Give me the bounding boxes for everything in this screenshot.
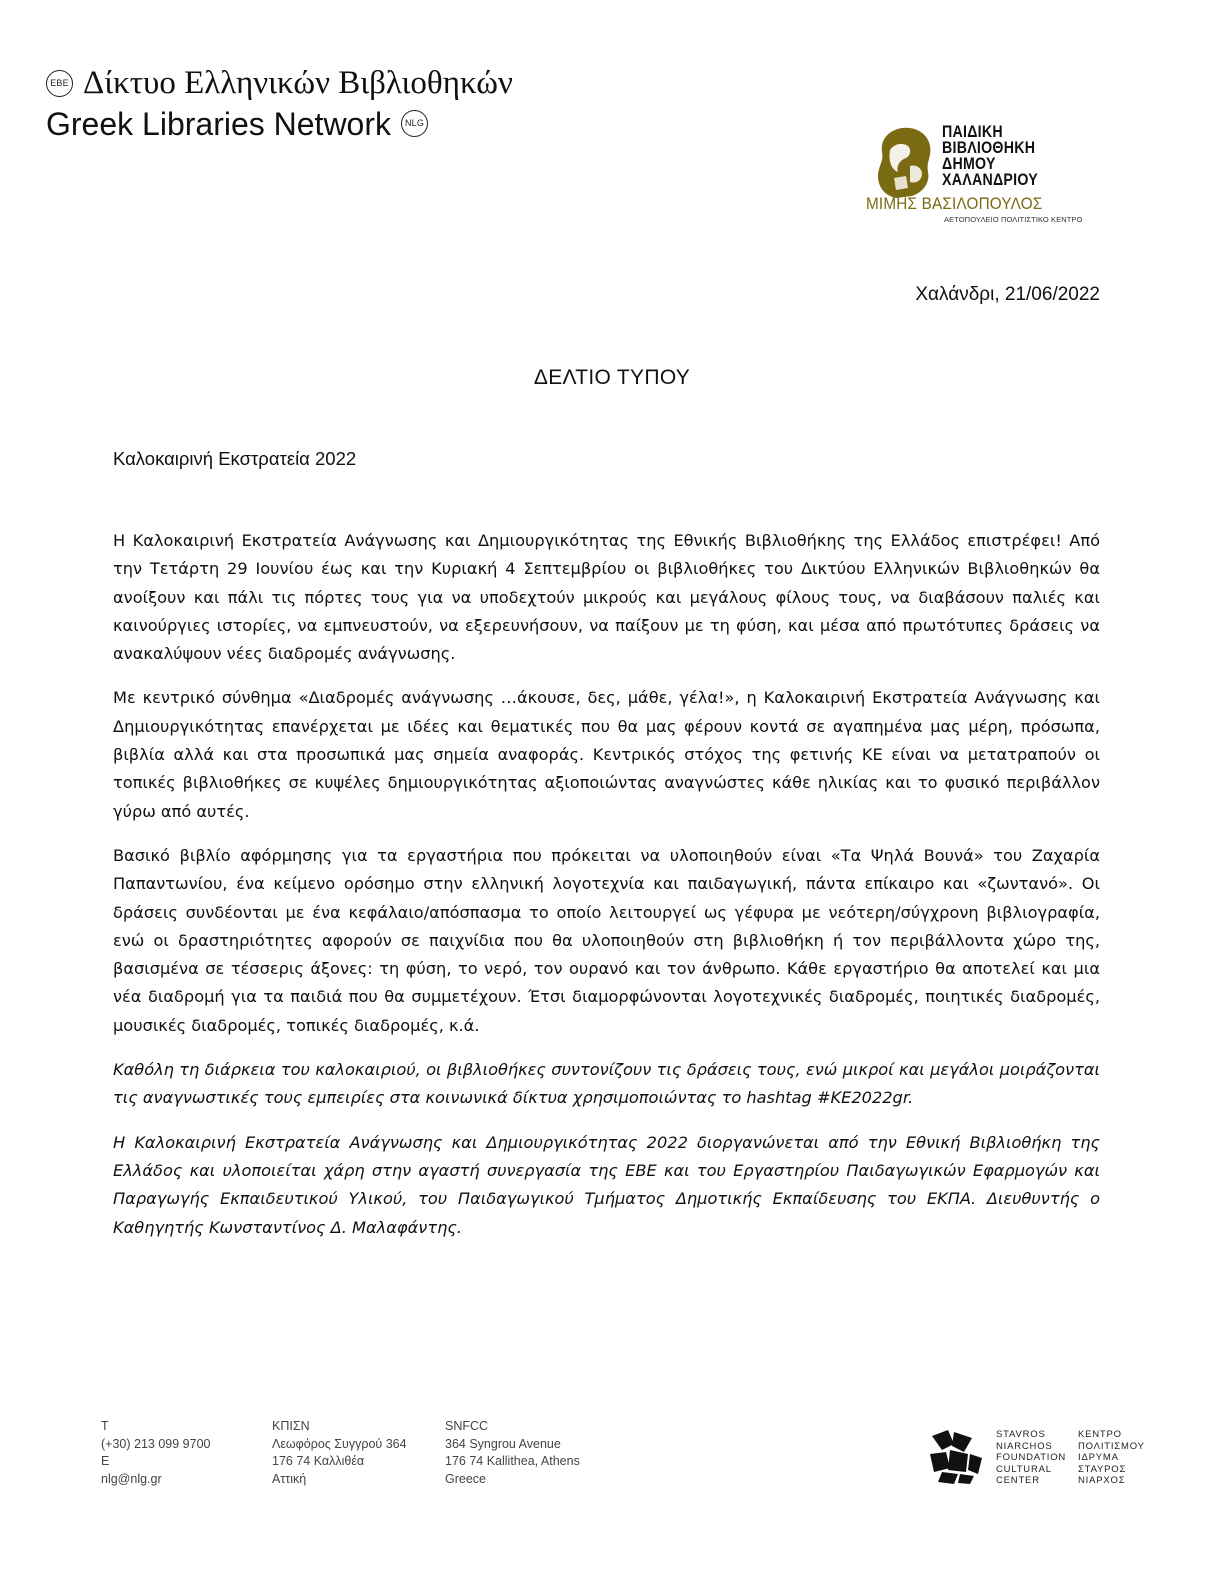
footer-address-gr-line-1: ΚΠΙΣΝ [272,1419,310,1433]
snfcc-gr-line-3: ΙΔΡΥΜΑ [1078,1452,1119,1463]
library-line-1: ΠΑΙΔΙΚΗ [942,123,1003,141]
library-emblem-icon [872,126,936,200]
childrens-library-logo [866,122,1106,232]
snfcc-logo [928,1424,1158,1494]
snfcc-en-line-2: NIARCHOS [996,1440,1053,1452]
nlg-seal-icon: NLG [401,110,428,137]
footer-address-greek [272,1418,407,1488]
network-name-english: Greek Libraries Network [46,106,391,142]
snfcc-en-line-3: FOUNDATION [996,1452,1067,1463]
document-subject: Καλοκαιρινή Εκστρατεία 2022 [113,448,357,469]
paragraph-1: Η Καλοκαιρινή Εκστρατεία Ανάγνωσης και Δημιουργικότητας της Εθνικής Βιβλιοθήκης της Ελλάδος επιστρέφει! Από την Τετάρτη 29 Ιουνίου έως και την Κυριακή 4 Σεπτεμβρίου οι βιβλιοθήκες του Δικτύου Ελληνικών Βιβλιοθηκών θα ανοίξουν και πάλι τις πόρτες τους για να υποδεχτούν μικρούς και μεγάλους φίλους τους, να διαβάσουν παλιές και καινούργιες ιστορίες, να εμπνευστούν, να εξερευνήσουν, να παίξουν με τη φύση, και μέσα από πρωτότυπες δράσεις να ανακαλύψουν νέες διαδρομές ανάγνωσης. [113,531,1100,664]
library-name: ΜΙΜΗΣ ΒΑΣΙΛΟΠΟΥΛΟΣ [866,194,1043,213]
footer-address-gr-line-4: Αττική [272,1471,307,1486]
footer-email-label: E [101,1454,110,1468]
snfcc-mark-icon [928,1428,984,1484]
library-line-4: ΧΑΛΑΝΔΡΙΟΥ [942,171,1038,189]
paragraph-3: Βασικό βιβλίο αφόρμησης για τα εργαστήρια που πρόκειται να υλοποιηθούν είναι «Τα Ψηλά Βουνά» του Ζαχαρία Παπαντωνίου, ένα κείμενο ορόσημο στην ελληνική λογοτεχνία και παιδαγωγική, πάντα επίκαιρο και «ζωντανό». Οι δράσεις συνδέονται με ένα κεφάλαιο/απόσπασμα το οποίο λειτουργεί ως γέφυρα με νεότερη/σύγχρονη βιβλιογραφία, ενώ οι δραστηριότητες αφορούν σε παιχνίδια που θα υλοποιηθούν στη βιβλιοθήκη ή τον περιβάλλοντα χώρο της, βασισμένα σε τέσσερις άξονες: τη φύση, το νερό, τον ουρανό και τον άνθρωπο. Κάθε εργαστήριο θα αποτελεί και μια νέα διαδρομή για τα παιδιά που θα συμμετέχουν. Έτσι διαμορφώνονται λογοτεχνικές διαδρομές, ποιητικές διαδρομές, μουσικές διαδρομές, τοπικές διαδρομές, κ.ά. [113,845,1100,1035]
snfcc-name-english [996,1429,1066,1487]
document-body [113,527,1100,1258]
library-line-3: ΔΗΜΟΥ [942,155,996,173]
paragraph-2: Με κεντρικό σύνθημα «Διαδρομές ανάγνωσης …άκουσε, δες, μάθε, γέλα!», η Καλοκαιρινή Εκστρατεία Ανάγνωσης και Δημιουργικότητας επανέρχεται με ιδέες και θεματικές που θα μας φέρουν κοντά σε αγαπημένα μας μέρη, πρόσωπα, βιβλία αλλά και στα προσωπικά μας σημεία αναφοράς. Κεντρικός στόχος της φετινής ΚΕ είναι να μετατραπούν οι τοπικές βιβλιοθήκες σε κυψέλες δημιουργικότητας αξιοποιώντας αναγνώστες κάθε ηλικίας και το φυσικό περιβάλλον γύρω από αυτές. [113,688,1100,821]
footer-contact [101,1418,210,1488]
paragraph-4: Καθόλη τη διάρκεια του καλοκαιριού, οι βιβλιοθήκες συντονίζουν τις δράσεις τους, ενώ μικροί και μεγάλοι μοιράζονται τις αναγνωστικές τους εμπειρίες στα κοινωνικά δίκτυα χρησιμοποιώντας το hashtag #ΚΕ2022gr. [113,1060,1100,1108]
library-line-2: ΒΙΒΛΙΟΘΗΚΗ [942,139,1036,157]
ebe-seal-icon: EBE [46,70,73,97]
footer-address-en-line-1: SNFCC [445,1419,489,1433]
footer-phone: (+30) 213 099 9700 [101,1436,211,1451]
library-subtitle: ΑΕΤΟΠΟΥΛΕΙΟ ΠΟΛΙΤΙΣΤΙΚΟ ΚΕΝΤΡΟ [944,215,1083,224]
snfcc-gr-line-1: ΚΕΝΤΡΟ [1078,1429,1122,1440]
snfcc-en-line-4: CULTURAL [996,1463,1052,1475]
footer-address-gr-line-3: 176 74 Καλλιθέα [272,1454,365,1468]
snfcc-name-greek [1078,1429,1145,1487]
footer-phone-label: T [101,1419,109,1433]
snfcc-gr-line-5: ΝΙΑΡΧΟΣ [1078,1475,1126,1486]
snfcc-en-line-5: CENTER [996,1475,1040,1486]
document-title: ΔΕΛΤΙΟ ΤΥΠΟΥ [533,366,691,389]
document-date: Χαλάνδρι, 21/06/2022 [915,284,1100,305]
snfcc-en-line-1: STAVROS [996,1429,1046,1440]
footer-address-en-line-3: 176 74 Kallithea, Athens [445,1454,580,1468]
footer-address-en-line-4: Greece [445,1471,486,1486]
snfcc-gr-line-4: ΣΤΑΥΡΟΣ [1078,1463,1127,1475]
footer-email: nlg@nlg.gr [101,1471,162,1486]
footer-address-english [445,1418,580,1488]
snfcc-gr-line-2: ΠΟΛΙΤΙΣΜΟΥ [1078,1440,1145,1452]
network-logo [46,64,513,144]
network-name-greek: Δίκτυο Ελληνικών Βιβλιοθηκών [83,65,513,101]
footer-address-en-line-2: 364 Syngrou Avenue [445,1436,561,1451]
footer-address-gr-line-2: Λεωφόρος Συγγρού 364 [272,1436,407,1451]
paragraph-5: Η Καλοκαιρινή Εκστρατεία Ανάγνωσης και Δημιουργικότητας 2022 διοργανώνεται από την Εθνική Βιβλιοθήκη της Ελλάδος και υλοποιείται χάρη στην αγαστή συνεργασία της ΕΒΕ και του Εργαστηρίου Παιδαγωγικών Εφαρμογών και Παραγωγής Εκπαιδευτικού Υλικού, του Παιδαγωγικού Τμήματος Δημοτικής Εκπαίδευσης του ΕΚΠΑ. Διευθυντής ο Καθηγητής Κωνσταντίνος Δ. Μαλαφάντης. [113,1132,1100,1237]
